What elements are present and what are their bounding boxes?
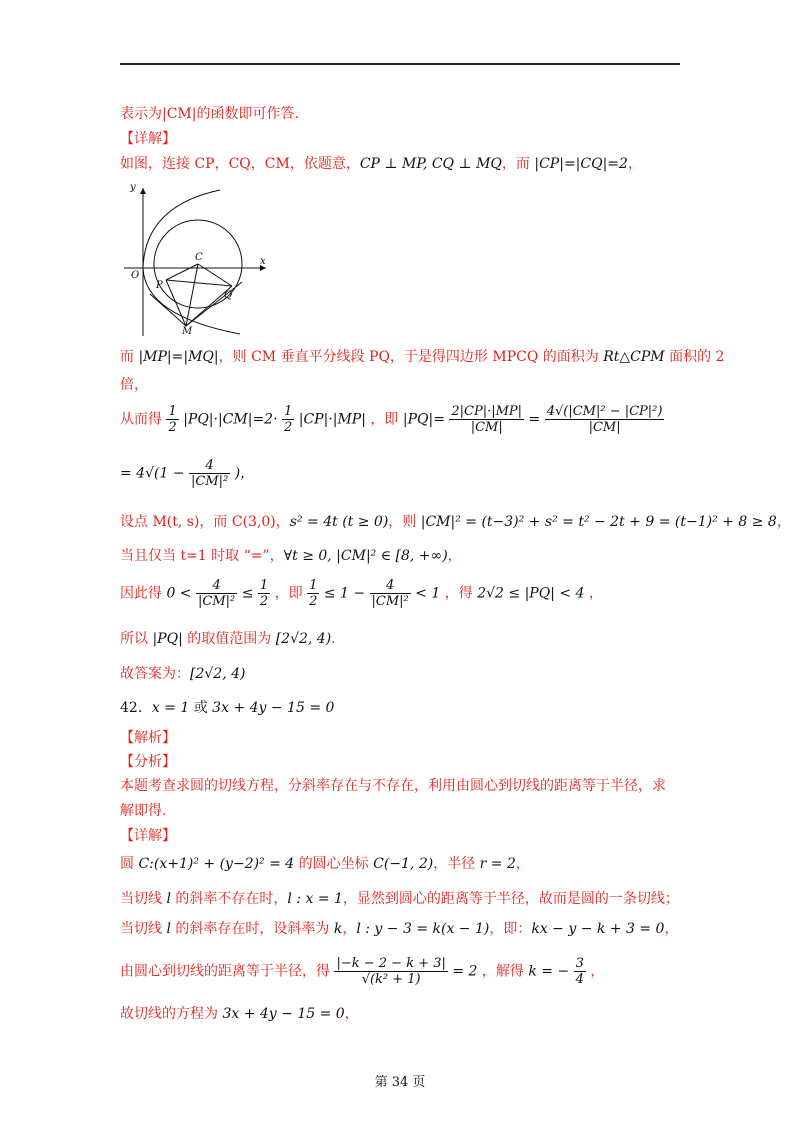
origin-label: O: [131, 270, 140, 281]
page-number: 第 34 页: [374, 1075, 426, 1090]
text-line-16: 本题考查求圆的切线方程，分斜率存在与不存在，利用由圆心到切线的距离等于半径，求: [120, 778, 666, 794]
text-line-6: 从而得 $\frac{1}{2}$ |PQ|·|CM|=2· $\frac{1}{2}$ |CP|·|MP| ，即 |PQ|= $\frac{2|CP|\cdot|MP|}{|CM|}$ = $\frac{\text{4√(|CM|² − |CP|²)}}{|CM|}$: [120, 404, 663, 435]
point-c-label: C: [195, 252, 203, 263]
text-line-23: 故切线的方程为 3x + 4y − 15 = 0，: [120, 1006, 359, 1022]
text-line-22: 由圆心到切线的距离等于半径，得 $\frac{|-k - 2 - k + 3|}{\text{√(k² + 1)}}$ = 2 ，解得 k = − $\frac{3}{4}$ ，: [120, 956, 605, 987]
text-line-9: 当且仅当 t=1 时取 “=”，∀t ≥ 0, |CM|² ∈ [8, +∞)，: [120, 548, 462, 564]
x-axis-label: x: [260, 256, 266, 267]
text-line-11: 所以 |PQ| 的取值范围为 [2√2, 4).: [120, 631, 336, 647]
text-line-3: 如图，连接 CP，CQ，CM，依题意，CP ⊥ MP, CQ ⊥ MQ，而 |CP|=|CQ|=2，: [120, 156, 642, 172]
section-heading-outline: 【分析】: [120, 754, 176, 770]
section-heading-detail: 【详解】: [120, 131, 176, 147]
section-heading-analysis: 【解析】: [120, 730, 176, 746]
parabola: [143, 190, 240, 334]
text-line-19: 圆 C:(x+1)² + (y−2)² = 4 的圆心坐标 C(−1, 2)，半径 r = 2，: [120, 856, 530, 872]
section-heading-detail-2: 【详解】: [120, 828, 176, 844]
text-line-21: 当切线 l 的斜率存在时，设斜率为 k，l : y − 3 = k(x − 1)，即：kx − y − k + 3 = 0，: [120, 921, 679, 937]
text-line-5: 倍，: [120, 377, 148, 393]
y-axis-label: y: [130, 182, 136, 193]
text-line-1: 表示为|CM|的函数即可作答.: [120, 106, 299, 122]
point-m-label: M: [182, 326, 193, 337]
question-42: 42．x = 1 或 3x + 4y − 15 = 0: [120, 700, 335, 716]
text-line-17: 解即得.: [120, 803, 167, 819]
text-line-10: 因此得 0 < $\frac{4}{\text{|CM|²}}$ ≤ $\frac{1}{2}$ ，即 $\frac{1}{2}$ ≤ 1 − $\frac{4}{\text{|CM|²}}$ < 1 ，得 2√2 ≤ |PQ| < 4 ，: [120, 578, 603, 609]
text-line-7: = 4√(1 − $\frac{4}{\text{|CM|²}}$ )，: [120, 458, 255, 489]
text-line-20: 当切线 l 的斜率不存在时，l : x = 1，显然到圆心的距离等于半径，故而是圆的一条切线；: [120, 891, 679, 907]
geometry-figure: [120, 176, 280, 338]
text-line-12: 故答案为：[2√2, 4): [120, 666, 246, 682]
point-p-label: P: [156, 280, 163, 291]
text-line-4: 而 |MP|=|MQ|，则 CM 垂直平分线段 PQ，于是得四边形 MPCQ 的面积为 Rt△CPM 面积的 2: [120, 349, 725, 365]
text-line-8: 设点 M(t, s)，而 C(3,0)，s² = 4t (t ≥ 0)，则 |CM|² = (t−3)² + s² = t² − 2t + 9 = (t−1)² + 8 ≥ 8，: [120, 514, 791, 530]
point-q-label: Q: [224, 290, 233, 301]
header-rule: [120, 63, 680, 65]
